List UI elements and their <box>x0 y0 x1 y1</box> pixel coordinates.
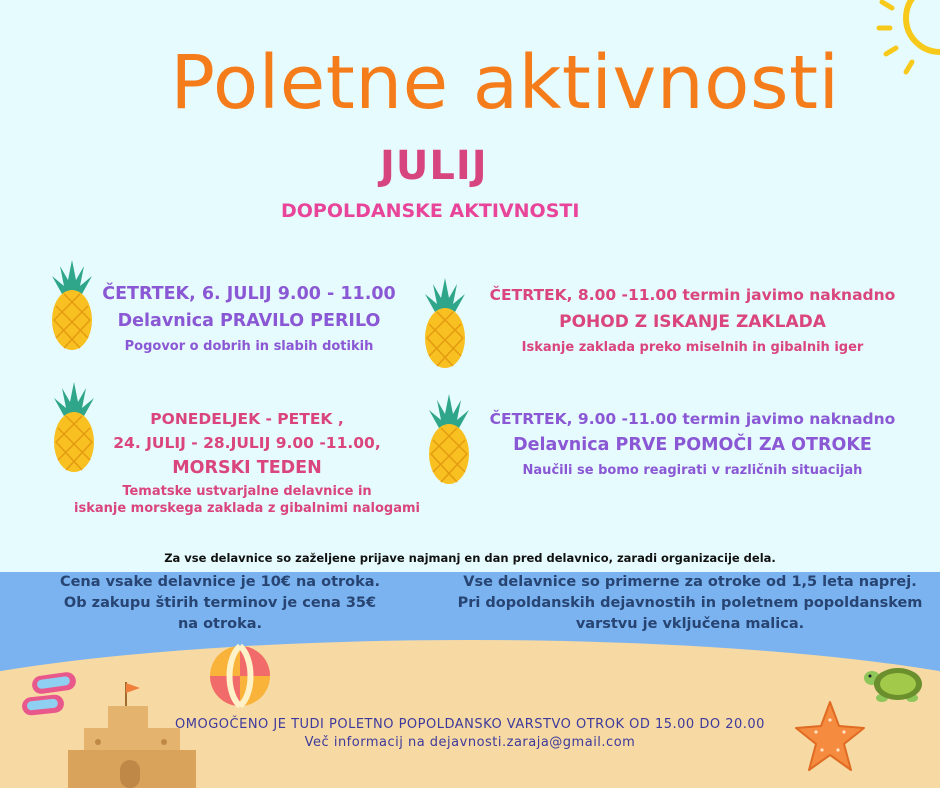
price-info-line: Cena vsake delavnice je 10€ na otroka. <box>59 574 381 590</box>
event-card <box>62 410 432 516</box>
event-description: Pogovor o dobrih in slabih dotikih <box>124 339 374 354</box>
event-card <box>92 284 406 354</box>
age-info-line: varstvu je vključena malica. <box>575 616 805 632</box>
event-name: POHOD Z ISKANJE ZAKLADA <box>559 312 826 332</box>
event-date: ČETRTEK, 8.00 -11.00 termin javimo naknadno <box>489 286 896 304</box>
pineapple-icon <box>423 276 467 370</box>
event-description: Iskanje zaklada preko miselnih in gibalnih iger <box>521 340 864 355</box>
age-info-line: Pri dopoldanskih dejavnostih in poletnem popoldanskem <box>457 595 923 611</box>
beach-ball-icon <box>208 644 272 708</box>
event-description: Naučili se bomo reagirati v različnih situacijah <box>522 463 863 478</box>
event-name: MORSKI TEDEN <box>172 458 322 478</box>
price-info-line: na otroka. <box>177 616 263 632</box>
event-name: Delavnica PRVE POMOČI ZA OTROKE <box>513 435 872 455</box>
event-date: ČETRTEK, 6. JULIJ 9.00 - 11.00 <box>102 284 396 304</box>
month-heading: JULIJ <box>380 143 488 189</box>
page-title: Poletne aktivnosti <box>170 40 840 126</box>
event-date-line2: 24. JULIJ - 28.JULIJ 9.00 -11.00, <box>113 434 381 452</box>
subtitle: DOPOLDANSKE AKTIVNOSTI <box>281 200 580 222</box>
pineapple-icon <box>427 392 471 486</box>
event-date: ČETRTEK, 9.00 -11.00 termin javimo naknadno <box>489 410 896 428</box>
sandcastle-icon <box>64 680 200 788</box>
price-info-line: Ob zakupu štirih terminov je cena 35€ <box>63 595 377 611</box>
age-info <box>440 572 940 635</box>
turtle-icon <box>862 660 930 706</box>
event-date-line1: PONEDELJEK - PETEK , <box>150 410 344 428</box>
price-info <box>40 572 400 635</box>
event-card <box>475 286 910 355</box>
event-card <box>475 410 910 478</box>
footer-contact: Več informacij na dejavnosti.zaraja@gmail.com <box>304 735 636 750</box>
event-description-line1: Tematske ustvarjalne delavnice in <box>122 484 372 499</box>
pineapple-icon <box>50 258 94 352</box>
starfish-icon <box>794 700 866 772</box>
event-description-line2: iskanje morskega zaklada z gibalnimi nalogami <box>74 501 420 516</box>
registration-notice: Za vse delavnice so zaželjene prijave najmanj en dan pred delavnico, zaradi organizacije dela. <box>164 551 776 565</box>
age-info-line: Vse delavnice so primerne za otroke od 1,5 leta naprej. <box>463 574 917 590</box>
event-name: Delavnica PRAVILO PERILO <box>117 311 381 331</box>
footer-afternoon-care: OMOGOČENO JE TUDI POLETNO POPOLDANSKO VARSTVO OTROK OD 15.00 DO 20.00 <box>175 717 765 732</box>
